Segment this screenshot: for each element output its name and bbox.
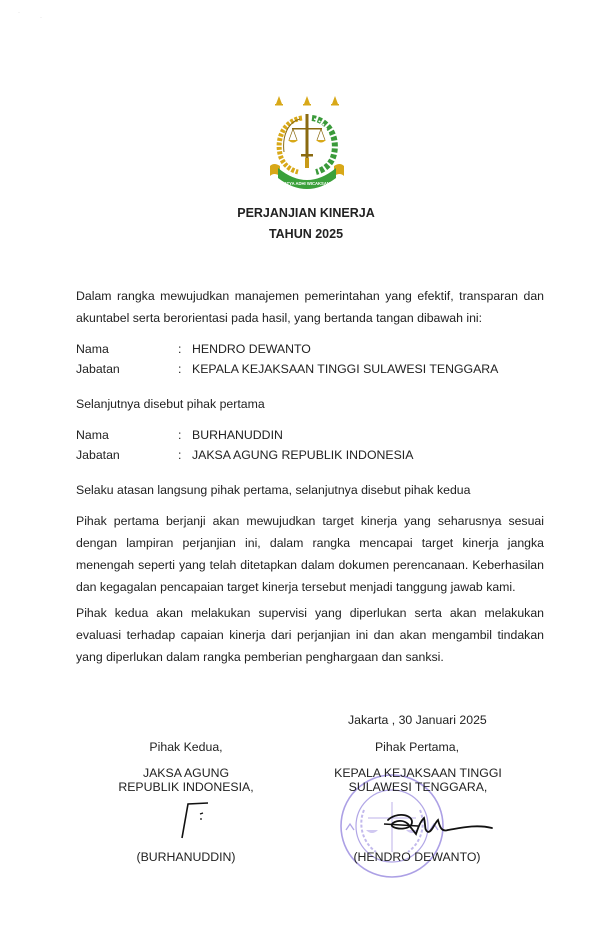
second-party-position-colon: : bbox=[178, 448, 182, 462]
three-stars-icon bbox=[275, 96, 339, 106]
first-party-position-label: Jabatan bbox=[76, 362, 120, 376]
scan-mark: · bbox=[18, 10, 20, 16]
right-signatory-role: Pihak Pertama, bbox=[374, 740, 460, 754]
rice-ear-icon bbox=[279, 118, 302, 172]
document-subtitle: TAHUN 2025 bbox=[268, 227, 344, 241]
kejaksaan-emblem-logo bbox=[262, 92, 352, 197]
second-party-name-colon: : bbox=[178, 428, 182, 442]
right-signatory-title-line-2: SULAWESI TENGGARA, bbox=[348, 780, 488, 794]
supervision-paragraph: Pihak kedua akan melakukan supervisi yang diperlukan serta akan melakukan evaluasi terhadap capaian kinerja dari perjanjian ini dan akan mengambil tindakan yang diperlukan dalam rangka pemberian penghargaan dan sanksi. bbox=[76, 606, 544, 664]
intro-paragraph: Dalam rangka mewujudkan manajemen pemerintahan yang efektif, transparan dan akuntabel serta berorientasi pada hasil, yang bertanda tangan dibawah ini: bbox=[76, 289, 544, 325]
second-party-name-label: Nama bbox=[76, 428, 109, 442]
first-party-name-label: Nama bbox=[76, 342, 109, 356]
first-party-position-value: KEPALA KEJAKSAAN TINGGI SULAWESI TENGGARA bbox=[192, 362, 499, 376]
commitment-paragraph: Pihak pertama berjanji akan mewujudkan target kinerja yang seharusnya sesuai dengan lampiran perjanjian ini, dalam rangka mencapai target kinerja jangka menengah seperti yang telah ditetapkan dalam dokumen perencanaan. Keberhasilan dan kegagalan pencapaian target kinerja tersebut menjadi tanggung jawab kami. bbox=[76, 514, 544, 594]
scan-mark: · bbox=[40, 15, 42, 21]
sword-icon bbox=[301, 114, 313, 168]
left-signatory-role: Pihak Kedua, bbox=[149, 740, 223, 754]
first-party-position-colon: : bbox=[178, 362, 182, 376]
left-signatory-title-line-1: JAKSA AGUNG bbox=[142, 766, 230, 780]
first-party-name-colon: : bbox=[178, 342, 182, 356]
second-party-position-value: JAKSA AGUNG REPUBLIK INDONESIA bbox=[192, 448, 414, 462]
cotton-branch-icon bbox=[312, 118, 335, 172]
second-party-name-value: BURHANUDDIN bbox=[192, 428, 283, 442]
left-signatory-title-line-2: REPUBLIK INDONESIA, bbox=[118, 780, 254, 794]
right-signature-icon bbox=[382, 808, 494, 842]
first-party-name-value: HENDRO DEWANTO bbox=[192, 342, 311, 356]
right-signatory-title-line-1: KEPALA KEJAKSAAN TINGGI bbox=[334, 766, 502, 780]
first-party-note: Selanjutnya disebut pihak pertama bbox=[76, 397, 265, 411]
left-signature-icon bbox=[178, 800, 214, 840]
left-signatory-name: (BURHANUDDIN) bbox=[136, 850, 236, 864]
right-signatory-name: (HENDRO DEWANTO) bbox=[353, 850, 481, 864]
second-party-position-label: Jabatan bbox=[76, 448, 120, 462]
svg-text:SATYA ADHI WICAKSANA: SATYA ADHI WICAKSANA bbox=[281, 181, 333, 186]
second-party-note: Selaku atasan langsung pihak pertama, selanjutnya disebut pihak kedua bbox=[76, 483, 471, 497]
place-date: Jakarta , 30 Januari 2025 bbox=[348, 713, 487, 727]
document-title: PERJANJIAN KINERJA bbox=[237, 206, 375, 220]
